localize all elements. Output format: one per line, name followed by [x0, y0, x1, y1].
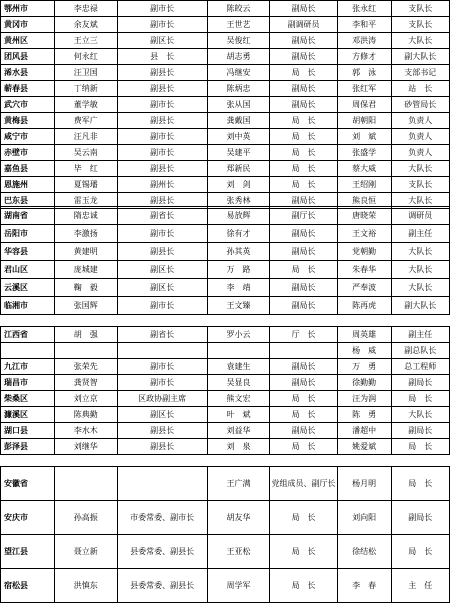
- leader-name-cell: 汪凡非: [54, 129, 117, 145]
- contact-name-cell: 刘 斌: [337, 129, 391, 145]
- contact-title-cell: 局 长: [391, 439, 449, 455]
- leader-title-cell: 副省长: [117, 207, 207, 225]
- leader-title-cell: 副市长: [117, 129, 207, 145]
- table-row: [1, 65, 450, 81]
- hunan-section: [0, 206, 450, 315]
- leader-title-cell: 县委常委、副县长: [117, 569, 207, 603]
- official-title-cell: 副局长: [270, 193, 337, 209]
- official-title-cell: 副调研员: [270, 17, 337, 33]
- contact-name-cell: 杨月明: [337, 467, 391, 501]
- leader-title-cell: 副市长: [117, 97, 207, 113]
- official-name-cell: 冯继安: [207, 65, 270, 81]
- official-name-cell: 徐有才: [207, 225, 270, 243]
- official-title-cell: 副局长: [270, 375, 337, 391]
- place-cell: 鄂州市: [1, 1, 55, 17]
- official-title-cell: 局 长: [270, 439, 337, 455]
- table-row: [1, 407, 450, 423]
- table-row: [1, 225, 450, 243]
- leader-title-cell: 副县长: [117, 439, 207, 455]
- leader-name-cell: [54, 343, 117, 359]
- contact-title-cell: 局 长: [391, 391, 449, 407]
- official-title-cell: 局 长: [270, 501, 337, 535]
- contact-title-cell: 副主任: [391, 225, 449, 243]
- place-cell: 君山区: [1, 261, 55, 279]
- leader-name-cell: 黄建明: [54, 243, 117, 261]
- leader-name-cell: 李忠禄: [54, 1, 117, 17]
- contact-title-cell: 支队长: [391, 17, 449, 33]
- official-title-cell: 副局长: [270, 33, 337, 49]
- table-row: [1, 343, 450, 359]
- contact-title-cell: 副大队长: [391, 49, 449, 65]
- hubei-section: [0, 0, 450, 209]
- contact-title-cell: 大队长: [391, 407, 449, 423]
- official-title-cell: 党组成员、副厅长: [270, 467, 337, 501]
- official-name-cell: 王文臻: [207, 297, 270, 315]
- official-title-cell: 副局长: [270, 81, 337, 97]
- contact-name-cell: 张盛学: [337, 145, 391, 161]
- official-name-cell: 张从国: [207, 97, 270, 113]
- leader-title-cell: 副市长: [117, 375, 207, 391]
- leader-title-cell: 副州长: [117, 177, 207, 193]
- leader-title-cell: [117, 467, 207, 501]
- contact-name-cell: 张永红: [337, 1, 391, 17]
- anhui-table: [0, 466, 450, 603]
- leader-title-cell: 副区长: [117, 261, 207, 279]
- official-name-cell: 吴显良: [207, 375, 270, 391]
- official-title-cell: 副局长: [270, 359, 337, 375]
- official-title-cell: 局 长: [270, 145, 337, 161]
- leader-name-cell: 张荣先: [54, 359, 117, 375]
- leader-name-cell: 王立三: [54, 33, 117, 49]
- place-cell: 望江县: [1, 535, 55, 569]
- official-name-cell: 叶 斌: [207, 407, 270, 423]
- contact-name-cell: 徐结松: [337, 535, 391, 569]
- place-cell: 赤壁市: [1, 145, 55, 161]
- contact-name-cell: 周英雄: [337, 327, 391, 343]
- place-cell: 濂溪区: [1, 407, 55, 423]
- place-cell: 黄州区: [1, 33, 55, 49]
- table-row: [1, 439, 450, 455]
- place-cell: 临湘市: [1, 297, 55, 315]
- place-cell: 黄冈市: [1, 17, 55, 33]
- leader-name-cell: 毕 红: [54, 161, 117, 177]
- place-cell: 宿松县: [1, 569, 55, 603]
- table-row: [1, 177, 450, 193]
- leader-title-cell: 副县长: [117, 243, 207, 261]
- leader-title-cell: 副区长: [117, 407, 207, 423]
- contact-title-cell: 副主任: [391, 327, 449, 343]
- official-title-cell: 局 长: [270, 113, 337, 129]
- leader-name-cell: 何永红: [54, 49, 117, 65]
- official-name-cell: 易放辉: [207, 207, 270, 225]
- leader-title-cell: 副县长: [117, 423, 207, 439]
- official-title-cell: 局 长: [270, 535, 337, 569]
- contact-title-cell: 大队长: [391, 193, 449, 209]
- leader-title-cell: 副区长: [117, 33, 207, 49]
- contact-title-cell: 负责人: [391, 145, 449, 161]
- official-name-cell: 熊文宏: [207, 391, 270, 407]
- leader-title-cell: 市委常委、副市长: [117, 501, 207, 535]
- official-title-cell: 副局长: [270, 97, 337, 113]
- contact-name-cell: 汪为润: [337, 391, 391, 407]
- contact-title-cell: 副总队长: [391, 343, 449, 359]
- official-name-cell: 刘 剑: [207, 177, 270, 193]
- table-row: [1, 207, 450, 225]
- place-cell: 嘉鱼县: [1, 161, 55, 177]
- place-cell: 蕲春县: [1, 81, 55, 97]
- table-row: [1, 97, 450, 113]
- official-name-cell: 王广满: [207, 467, 270, 501]
- place-cell: 柴桑区: [1, 391, 55, 407]
- official-title-cell: 厅 长: [270, 327, 337, 343]
- place-cell: 恩施州: [1, 177, 55, 193]
- contact-name-cell: 陈 勇: [337, 407, 391, 423]
- official-name-cell: [207, 343, 270, 359]
- jiangxi-table: [0, 326, 450, 455]
- table-row: [1, 279, 450, 297]
- official-name-cell: 刘 泉: [207, 439, 270, 455]
- leader-title-cell: 县 长: [117, 49, 207, 65]
- official-title-cell: 副局长: [270, 1, 337, 17]
- table-row: [1, 327, 450, 343]
- contact-name-cell: 胡朝阳: [337, 113, 391, 129]
- table-row: [1, 17, 450, 33]
- contact-title-cell: 支队长: [391, 1, 449, 17]
- contact-name-cell: 刘向阳: [337, 501, 391, 535]
- official-title-cell: 局 长: [270, 569, 337, 603]
- leader-name-cell: 陈典勤: [54, 407, 117, 423]
- contact-name-cell: 唐晓荣: [337, 207, 391, 225]
- place-cell: 湖口县: [1, 423, 55, 439]
- contact-name-cell: 严奉波: [337, 279, 391, 297]
- anhui-section: [0, 466, 450, 603]
- table-row: [1, 129, 450, 145]
- leader-name-cell: 夏锡璠: [54, 177, 117, 193]
- contact-title-cell: 负责人: [391, 113, 449, 129]
- contact-title-cell: 支部书记: [391, 65, 449, 81]
- official-title-cell: 局 长: [270, 177, 337, 193]
- contact-title-cell: 主 任: [391, 569, 449, 603]
- table-row: [1, 113, 450, 129]
- place-cell: 安徽省: [1, 467, 55, 501]
- official-name-cell: 袁建生: [207, 359, 270, 375]
- official-title-cell: 局 长: [270, 407, 337, 423]
- contact-name-cell: 万 勇: [337, 359, 391, 375]
- table-row: [1, 569, 450, 603]
- place-cell: 黄梅县: [1, 113, 55, 129]
- leader-title-cell: 副市长: [117, 17, 207, 33]
- place-cell: 九江市: [1, 359, 55, 375]
- contact-name-cell: 杨 威: [337, 343, 391, 359]
- contact-title-cell: 站 长: [391, 81, 449, 97]
- leader-name-cell: 隋忠诚: [54, 207, 117, 225]
- place-cell: 岳阳市: [1, 225, 55, 243]
- contact-name-cell: 王文裕: [337, 225, 391, 243]
- leader-title-cell: 副市长: [117, 359, 207, 375]
- contact-name-cell: 李和平: [337, 17, 391, 33]
- leader-name-cell: 胡 强: [54, 327, 117, 343]
- place-cell: 武穴市: [1, 97, 55, 113]
- official-title-cell: 副局长: [270, 225, 337, 243]
- leader-title-cell: 副县长: [117, 193, 207, 209]
- leader-title-cell: 副市长: [117, 1, 207, 17]
- leader-title-cell: 副县长: [117, 81, 207, 97]
- table-row: [1, 297, 450, 315]
- place-cell: 咸宁市: [1, 129, 55, 145]
- table-row: [1, 359, 450, 375]
- leader-name-cell: 汪卫国: [54, 65, 117, 81]
- official-title-cell: 局 长: [270, 129, 337, 145]
- official-name-cell: 王世艺: [207, 17, 270, 33]
- official-title-cell: 局 长: [270, 391, 337, 407]
- leader-name-cell: 刘立京: [54, 391, 117, 407]
- place-cell: 瑞昌市: [1, 375, 55, 391]
- table-row: [1, 243, 450, 261]
- official-name-cell: 陈皎云: [207, 1, 270, 17]
- official-name-cell: 吴建平: [207, 145, 270, 161]
- official-name-cell: 孙其英: [207, 243, 270, 261]
- contact-name-cell: 徐勤勤: [337, 375, 391, 391]
- leader-title-cell: 区政协副主席: [117, 391, 207, 407]
- leader-name-cell: 聂立新: [54, 535, 117, 569]
- table-row: [1, 261, 450, 279]
- contact-name-cell: 李 春: [337, 569, 391, 603]
- contact-name-cell: 党朝勤: [337, 243, 391, 261]
- place-cell: 团风县: [1, 49, 55, 65]
- table-row: [1, 501, 450, 535]
- official-title-cell: 副局长: [270, 49, 337, 65]
- contact-title-cell: 调研员: [391, 207, 449, 225]
- contact-title-cell: 大队长: [391, 161, 449, 177]
- official-name-cell: 张秀林: [207, 193, 270, 209]
- contact-name-cell: 蔡大威: [337, 161, 391, 177]
- contact-name-cell: 周保君: [337, 97, 391, 113]
- official-name-cell: 郑新民: [207, 161, 270, 177]
- official-title-cell: 副局长: [270, 279, 337, 297]
- official-name-cell: 刘益华: [207, 423, 270, 439]
- official-title-cell: 副局长: [270, 423, 337, 439]
- contact-name-cell: 熊良恒: [337, 193, 391, 209]
- table-row: [1, 49, 450, 65]
- official-name-cell: 胡志勇: [207, 49, 270, 65]
- table-row: [1, 81, 450, 97]
- table-row: [1, 33, 450, 49]
- table-row: [1, 423, 450, 439]
- leader-name-cell: 庞城建: [54, 261, 117, 279]
- leader-name-cell: 董学敏: [54, 97, 117, 113]
- contact-title-cell: 支队长: [391, 177, 449, 193]
- hubei-table: [0, 0, 450, 209]
- official-name-cell: 王亚松: [207, 535, 270, 569]
- table-row: [1, 535, 450, 569]
- contact-title-cell: 局 长: [391, 467, 449, 501]
- official-name-cell: 陈炳忠: [207, 81, 270, 97]
- contact-name-cell: 方修才: [337, 49, 391, 65]
- official-title-cell: [270, 343, 337, 359]
- official-name-cell: 周学军: [207, 569, 270, 603]
- leader-title-cell: 副省长: [117, 327, 207, 343]
- contact-title-cell: 副局长: [391, 423, 449, 439]
- official-name-cell: 李 靖: [207, 279, 270, 297]
- leader-name-cell: 李激扬: [54, 225, 117, 243]
- contact-name-cell: 姚爱斌: [337, 439, 391, 455]
- leader-title-cell: 副县长: [117, 65, 207, 81]
- leader-title-cell: 副市长: [117, 225, 207, 243]
- table-row: [1, 145, 450, 161]
- leader-name-cell: 余友斌: [54, 17, 117, 33]
- contact-name-cell: 潘超中: [337, 423, 391, 439]
- table-row: [1, 1, 450, 17]
- contact-title-cell: 副局长: [391, 375, 449, 391]
- place-cell: 江西省: [1, 327, 55, 343]
- contact-title-cell: 总工程师: [391, 359, 449, 375]
- contact-title-cell: 大队长: [391, 243, 449, 261]
- leader-title-cell: 副区长: [117, 279, 207, 297]
- place-cell: 云溪区: [1, 279, 55, 297]
- table-row: [1, 161, 450, 177]
- table-row: [1, 391, 450, 407]
- leader-name-cell: 刘继华: [54, 439, 117, 455]
- leader-name-cell: 张国辉: [54, 297, 117, 315]
- leader-title-cell: 副市长: [117, 297, 207, 315]
- contact-title-cell: 大队长: [391, 261, 449, 279]
- contact-name-cell: 王绍刚: [337, 177, 391, 193]
- contact-title-cell: 大队长: [391, 33, 449, 49]
- contact-name-cell: 邓洪涛: [337, 33, 391, 49]
- contact-name-cell: 郭 泳: [337, 65, 391, 81]
- contact-title-cell: 局 长: [391, 535, 449, 569]
- leader-name-cell: 洪慎东: [54, 569, 117, 603]
- leader-name-cell: 鞠 毅: [54, 279, 117, 297]
- leader-name-cell: 龚贤智: [54, 375, 117, 391]
- leader-name-cell: 吴云南: [54, 145, 117, 161]
- official-name-cell: 吴俊红: [207, 33, 270, 49]
- contact-title-cell: 负责人: [391, 129, 449, 145]
- table-row: [1, 375, 450, 391]
- table-row: [1, 467, 450, 501]
- leader-title-cell: 县委常委、副县长: [117, 535, 207, 569]
- official-name-cell: 刘中英: [207, 129, 270, 145]
- jiangxi-section: [0, 326, 450, 455]
- contact-title-cell: 副大队长: [391, 297, 449, 315]
- place-cell: 安庆市: [1, 501, 55, 535]
- leader-name-cell: 丁纳新: [54, 81, 117, 97]
- official-title-cell: 局 长: [270, 65, 337, 81]
- contact-name-cell: 朱春华: [337, 261, 391, 279]
- official-title-cell: 副局长: [270, 297, 337, 315]
- contact-name-cell: 张红军: [337, 81, 391, 97]
- official-title-cell: 局 长: [270, 161, 337, 177]
- leader-name-cell: 雷玉龙: [54, 193, 117, 209]
- leader-name-cell: [54, 467, 117, 501]
- leader-title-cell: 副县长: [117, 113, 207, 129]
- contact-title-cell: 大队长: [391, 279, 449, 297]
- leader-title-cell: [117, 343, 207, 359]
- leader-name-cell: 费军广: [54, 113, 117, 129]
- hunan-table: [0, 206, 450, 315]
- place-cell: 湖南省: [1, 207, 55, 225]
- contact-name-cell: 陈再虎: [337, 297, 391, 315]
- contact-title-cell: 砂管局长: [391, 97, 449, 113]
- official-title-cell: 副厅长: [270, 207, 337, 225]
- official-title-cell: 副局长: [270, 243, 337, 261]
- official-name-cell: 胡友华: [207, 501, 270, 535]
- place-cell: 巴东县: [1, 193, 55, 209]
- official-name-cell: 罗小云: [207, 327, 270, 343]
- place-cell: 彭泽县: [1, 439, 55, 455]
- official-name-cell: 万 路: [207, 261, 270, 279]
- official-name-cell: 龚戴国: [207, 113, 270, 129]
- leader-title-cell: 副市长: [117, 145, 207, 161]
- place-cell: 华容县: [1, 243, 55, 261]
- leader-name-cell: 李水木: [54, 423, 117, 439]
- place-cell: 浠水县: [1, 65, 55, 81]
- leader-title-cell: 副县长: [117, 161, 207, 177]
- official-title-cell: 局 长: [270, 261, 337, 279]
- contact-title-cell: 副局长: [391, 501, 449, 535]
- place-cell: [1, 343, 55, 359]
- leader-name-cell: 孙高振: [54, 501, 117, 535]
